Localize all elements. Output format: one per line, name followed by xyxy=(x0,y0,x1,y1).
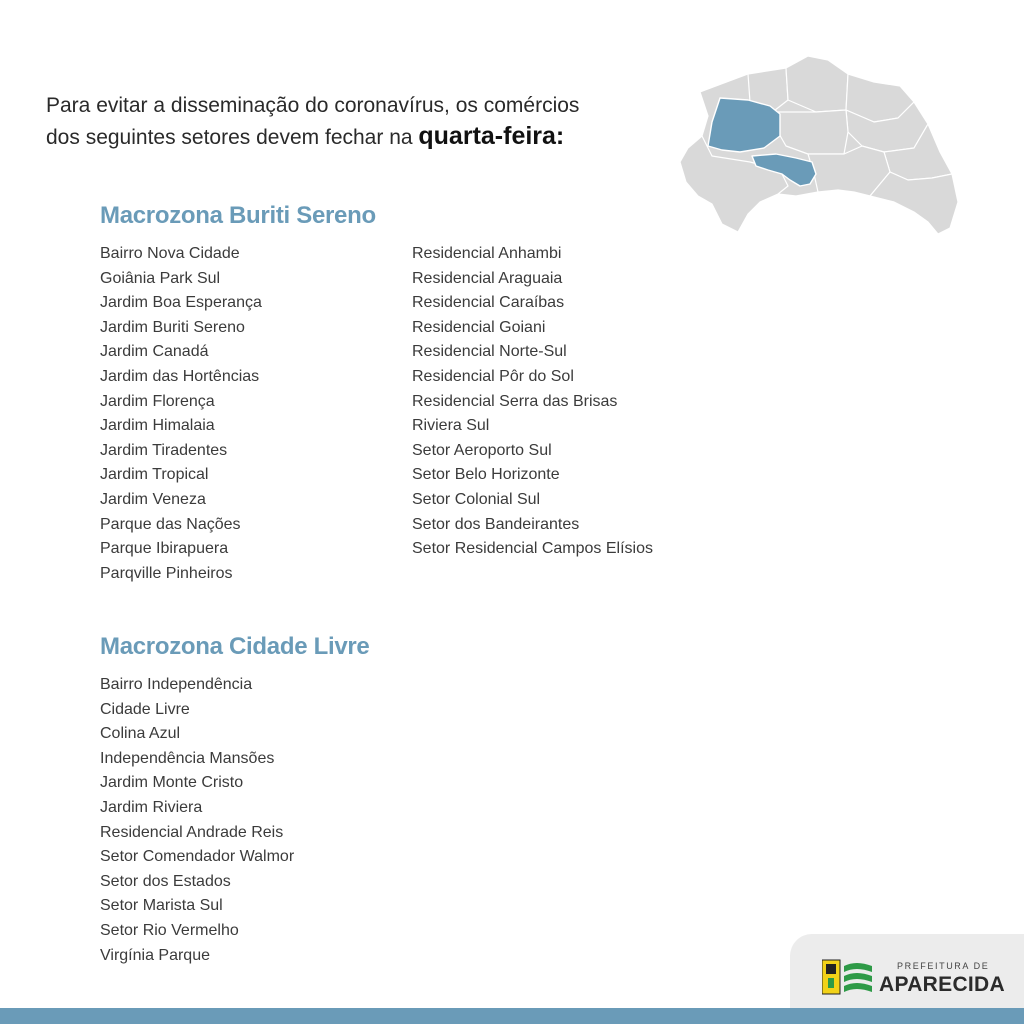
zone2-list-col1 xyxy=(100,673,294,968)
map-region-north-2 xyxy=(786,56,848,112)
list-item: Jardim Tiradentes xyxy=(100,441,228,459)
list-item: Riviera Sul xyxy=(412,417,490,435)
list-item: Colina Azul xyxy=(100,725,181,743)
list-item: Goiânia Park Sul xyxy=(100,269,221,287)
zone-title-buriti-sereno: Macrozona Buriti Sereno xyxy=(100,202,376,229)
list-item: Residencial Caraíbas xyxy=(412,294,565,312)
bottom-accent-bar xyxy=(0,1008,1024,1024)
list-item: Residencial Pôr do Sol xyxy=(412,367,574,385)
zone1-list-col1 xyxy=(100,242,262,586)
list-item: Parque Ibirapuera xyxy=(100,540,229,558)
logo-big-text: APARECIDA xyxy=(879,973,1005,996)
list-item: Jardim Buriti Sereno xyxy=(100,318,245,336)
list-item: Bairro Independência xyxy=(100,676,253,693)
list-item: Parque das Nações xyxy=(100,515,241,533)
region-map xyxy=(678,52,962,242)
list-item: Jardim Himalaia xyxy=(100,417,215,435)
map-region-buriti-sereno xyxy=(708,98,780,152)
list-item: Setor Residencial Campos Elísios xyxy=(412,540,653,558)
list-item: Setor Aeroporto Sul xyxy=(412,441,552,459)
list-item: Setor Comendador Walmor xyxy=(100,848,295,866)
map-region-center-1 xyxy=(778,110,848,154)
list-item: Residencial Norte-Sul xyxy=(412,343,567,361)
list-item: Residencial Anhambi xyxy=(412,245,562,262)
list-item: Setor Rio Vermelho xyxy=(100,921,239,939)
list-item: Independência Mansões xyxy=(100,749,275,767)
logo-small-text: PREFEITURA DE xyxy=(897,961,990,971)
list-item: Jardim Boa Esperança xyxy=(100,294,262,312)
list-item: Jardim Veneza xyxy=(100,490,206,508)
list-item: Residencial Goiani xyxy=(412,318,546,336)
map-region-south-east xyxy=(870,172,958,234)
headline-line-2-text: dos seguintes setores devem fechar na xyxy=(46,126,419,149)
headline-line-2 xyxy=(46,121,666,153)
list-item: Virgínia Parque xyxy=(100,946,210,964)
list-item: Setor Marista Sul xyxy=(100,897,223,915)
list-item: Jardim Riviera xyxy=(100,798,203,816)
list-item: Setor dos Bandeirantes xyxy=(412,515,580,533)
list-item: Residencial Andrade Reis xyxy=(100,823,284,841)
list-item: Setor Colonial Sul xyxy=(412,490,541,508)
headline-line-1: Para evitar a disseminação do coronavírus, os comércios xyxy=(46,94,580,117)
list-item: Jardim Florença xyxy=(100,392,215,410)
list-item: Jardim Tropical xyxy=(100,466,209,484)
list-item: Bairro Nova Cidade xyxy=(100,245,240,262)
list-item: Jardim Canadá xyxy=(100,343,209,361)
aparecida-emblem-icon xyxy=(822,958,874,1000)
list-item: Jardim Monte Cristo xyxy=(100,774,244,792)
list-item: Setor dos Estados xyxy=(100,872,231,890)
list-item: Residencial Serra das Brisas xyxy=(412,392,618,410)
zone-title-cidade-livre: Macrozona Cidade Livre xyxy=(100,633,370,660)
list-item: Parqville Pinheiros xyxy=(100,564,233,582)
list-item: Jardim das Hortências xyxy=(100,367,260,385)
zone1-list-col2 xyxy=(412,242,653,562)
headline xyxy=(46,90,666,153)
list-item: Residencial Araguaia xyxy=(412,269,563,287)
list-item: Setor Belo Horizonte xyxy=(412,466,560,484)
list-item: Cidade Livre xyxy=(100,700,190,718)
headline-emphasis: quarta-feira: xyxy=(418,122,565,150)
